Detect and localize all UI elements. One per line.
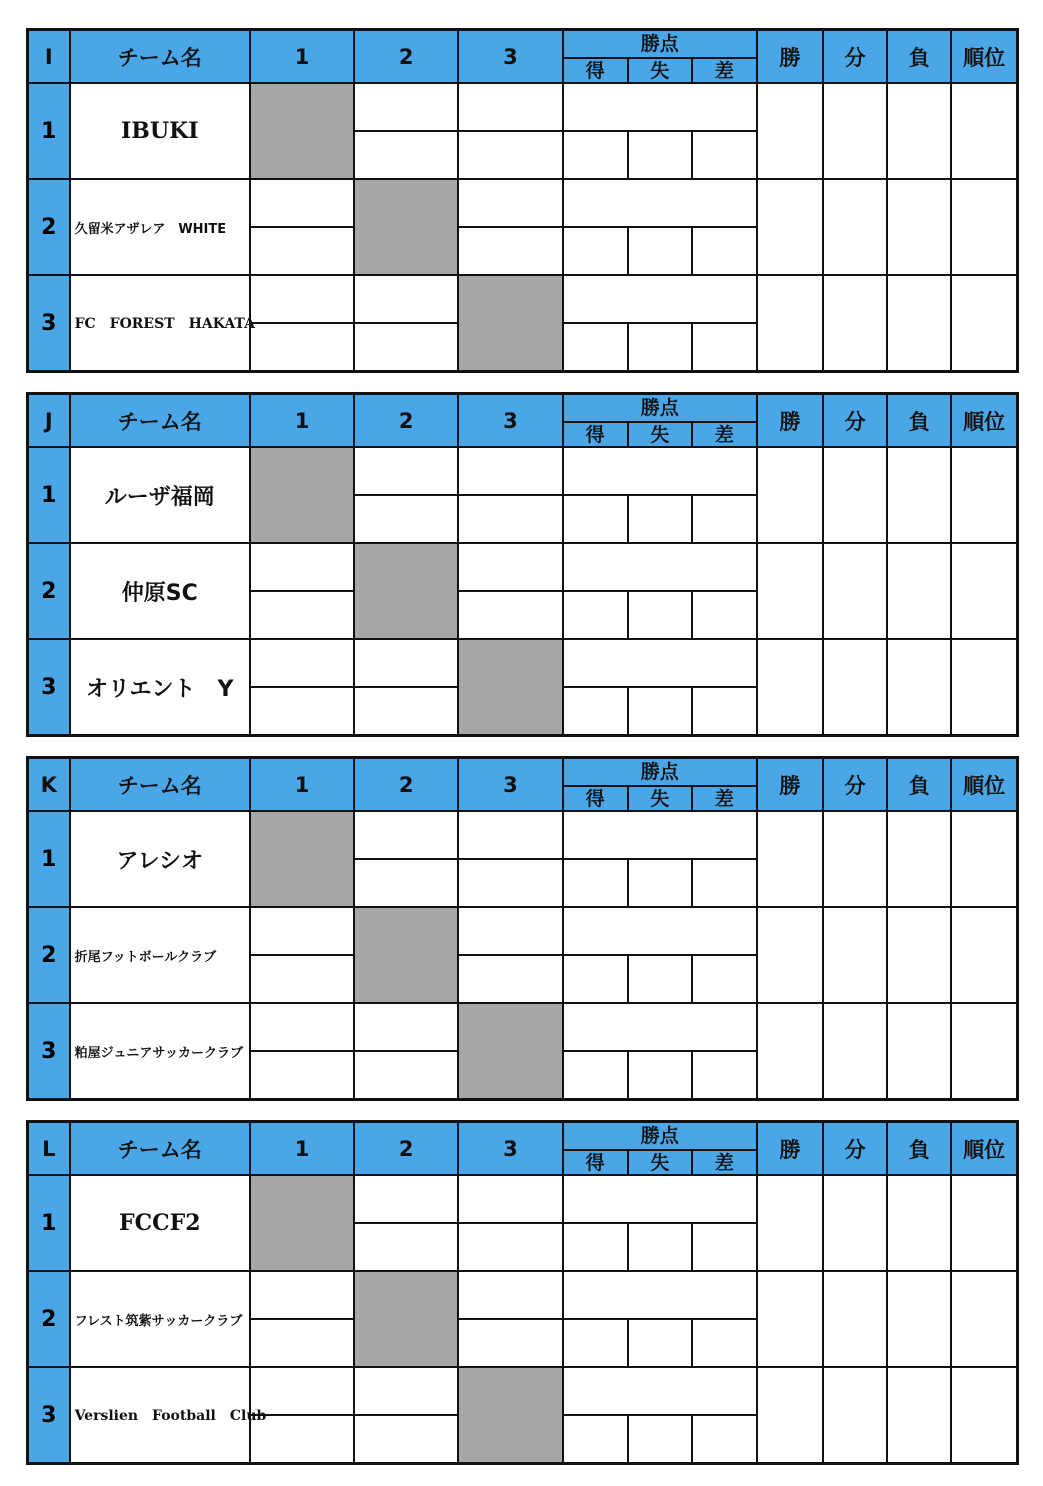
rank-cell xyxy=(951,811,1017,907)
match-result-cell xyxy=(250,227,354,275)
group-l-table xyxy=(26,1120,1019,1465)
goals-for-cell xyxy=(564,1416,628,1462)
goals-against-cell xyxy=(628,228,692,274)
match-score-cell xyxy=(250,543,354,591)
match-score-cell xyxy=(354,447,458,495)
win-cell xyxy=(757,639,823,736)
goals-for-cell xyxy=(564,228,628,274)
team-name: FCCF2 xyxy=(70,1175,250,1271)
self-match-cell xyxy=(354,1271,458,1367)
match-result-cell xyxy=(354,131,458,179)
loss-cell xyxy=(887,1367,951,1464)
rank-cell xyxy=(951,1175,1017,1271)
match-score-cell xyxy=(354,1003,458,1051)
points-title: 勝点 xyxy=(564,395,756,422)
match-score-cell xyxy=(458,907,562,955)
loss-cell xyxy=(887,83,951,179)
draw-cell xyxy=(823,179,887,275)
goal-diff-cell xyxy=(692,132,756,178)
match-header-2: 2 xyxy=(354,758,458,812)
draw-cell xyxy=(823,1367,887,1464)
points-sub-header: 差 xyxy=(692,58,756,82)
goal-diff-cell xyxy=(692,592,756,638)
points-sub-header: 失 xyxy=(628,58,692,82)
loss-cell xyxy=(887,543,951,639)
team-name-header: チーム名 xyxy=(70,30,250,84)
team-name-header: チーム名 xyxy=(70,758,250,812)
goals-for-cell xyxy=(564,1320,628,1366)
team-row xyxy=(28,1271,1018,1319)
rank-cell xyxy=(951,1271,1017,1367)
loss-cell xyxy=(887,1003,951,1100)
team-row xyxy=(28,275,1018,323)
match-score-cell xyxy=(458,1271,562,1319)
match-result-cell xyxy=(250,591,354,639)
team-number: 1 xyxy=(28,811,70,907)
rank-cell xyxy=(951,447,1017,543)
group-letter: I xyxy=(28,30,70,84)
goals-against-cell xyxy=(628,496,692,542)
goals-against-cell xyxy=(628,592,692,638)
header-row xyxy=(28,1122,1018,1176)
standings-table xyxy=(26,756,1019,1101)
match-result-cell xyxy=(354,323,458,372)
draw-cell xyxy=(823,447,887,543)
goals-against-cell xyxy=(628,1224,692,1270)
win-cell xyxy=(757,811,823,907)
goals-for-cell xyxy=(564,688,628,734)
group-letter: J xyxy=(28,394,70,448)
points-title: 勝点 xyxy=(564,759,756,786)
points-cell xyxy=(563,907,757,955)
goals-against-cell xyxy=(628,1320,692,1366)
goals-for-cell xyxy=(564,1052,628,1098)
match-result-cell xyxy=(458,591,562,639)
points-breakdown-cell xyxy=(563,955,757,1003)
points-sub-header: 差 xyxy=(692,1150,756,1174)
match-result-cell xyxy=(354,1415,458,1464)
match-result-cell xyxy=(354,859,458,907)
points-breakdown-cell xyxy=(563,1319,757,1367)
goals-against-cell xyxy=(628,956,692,1002)
draw-cell xyxy=(823,83,887,179)
team-row xyxy=(28,1003,1018,1051)
points-sub-header: 得 xyxy=(564,1150,628,1174)
win-cell xyxy=(757,1271,823,1367)
team-name: Verslien Football Club xyxy=(70,1367,250,1464)
draw-cell xyxy=(823,907,887,1003)
match-score-cell xyxy=(250,639,354,687)
match-result-cell xyxy=(458,955,562,1003)
points-cell xyxy=(563,811,757,859)
points-sub-header: 失 xyxy=(628,422,692,446)
group-k-table xyxy=(26,756,1019,1101)
points-header xyxy=(563,758,757,812)
goals-against-cell xyxy=(628,132,692,178)
win-header: 勝 xyxy=(757,394,823,448)
standings-table xyxy=(26,392,1019,737)
points-cell xyxy=(563,1175,757,1223)
points-cell xyxy=(563,639,757,687)
loss-cell xyxy=(887,1175,951,1271)
rank-header: 順位 xyxy=(951,30,1017,84)
team-name: 折尾フットボールクラブ xyxy=(70,907,250,1003)
win-cell xyxy=(757,543,823,639)
group-j-table xyxy=(26,392,1019,737)
match-result-cell xyxy=(458,495,562,543)
points-cell xyxy=(563,179,757,227)
self-match-cell xyxy=(250,811,354,907)
standings-table xyxy=(26,28,1019,373)
points-cell xyxy=(563,275,757,323)
draw-header: 分 xyxy=(823,30,887,84)
goals-for-cell xyxy=(564,592,628,638)
goal-diff-cell xyxy=(692,1224,756,1270)
win-cell xyxy=(757,907,823,1003)
draw-cell xyxy=(823,639,887,736)
win-header: 勝 xyxy=(757,758,823,812)
points-cell xyxy=(563,1271,757,1319)
draw-cell xyxy=(823,275,887,372)
goals-for-cell xyxy=(564,860,628,906)
match-header-3: 3 xyxy=(458,1122,562,1176)
loss-header: 負 xyxy=(887,394,951,448)
loss-header: 負 xyxy=(887,30,951,84)
self-match-cell xyxy=(354,543,458,639)
match-header-3: 3 xyxy=(458,30,562,84)
team-number: 3 xyxy=(28,1367,70,1464)
self-match-cell xyxy=(458,1367,562,1464)
points-sub-header: 失 xyxy=(628,1150,692,1174)
match-header-2: 2 xyxy=(354,1122,458,1176)
match-result-cell xyxy=(250,1051,354,1100)
loss-cell xyxy=(887,639,951,736)
match-header-3: 3 xyxy=(458,394,562,448)
group-i-table xyxy=(26,28,1019,373)
points-breakdown-cell xyxy=(563,687,757,736)
match-result-cell xyxy=(250,955,354,1003)
points-header xyxy=(563,394,757,448)
self-match-cell xyxy=(458,1003,562,1100)
self-match-cell xyxy=(458,275,562,372)
match-score-cell xyxy=(354,83,458,131)
points-breakdown-cell xyxy=(563,323,757,372)
match-score-cell xyxy=(458,179,562,227)
match-header-1: 1 xyxy=(250,394,354,448)
match-result-cell xyxy=(458,131,562,179)
match-score-cell xyxy=(250,1271,354,1319)
team-name: FC FOREST HAKATA xyxy=(70,275,250,372)
rank-header: 順位 xyxy=(951,758,1017,812)
match-result-cell xyxy=(458,1223,562,1271)
match-result-cell xyxy=(354,1051,458,1100)
points-breakdown-cell xyxy=(563,1051,757,1100)
match-header-1: 1 xyxy=(250,758,354,812)
group-letter: K xyxy=(28,758,70,812)
goal-diff-cell xyxy=(692,1416,756,1462)
match-score-cell xyxy=(250,179,354,227)
draw-cell xyxy=(823,1175,887,1271)
match-score-cell xyxy=(354,1175,458,1223)
goal-diff-cell xyxy=(692,496,756,542)
rank-cell xyxy=(951,83,1017,179)
match-score-cell xyxy=(458,811,562,859)
team-number: 1 xyxy=(28,83,70,179)
rank-cell xyxy=(951,275,1017,372)
points-breakdown-cell xyxy=(563,227,757,275)
match-header-2: 2 xyxy=(354,30,458,84)
team-name: ルーザ福岡 xyxy=(70,447,250,543)
team-name: オリエント Y xyxy=(70,639,250,736)
rank-cell xyxy=(951,907,1017,1003)
match-result-cell xyxy=(458,1319,562,1367)
rank-cell xyxy=(951,1367,1017,1464)
match-result-cell xyxy=(458,859,562,907)
draw-header: 分 xyxy=(823,1122,887,1176)
loss-cell xyxy=(887,179,951,275)
team-name: 仲原SC xyxy=(70,543,250,639)
points-sub-header: 失 xyxy=(628,786,692,810)
goals-for-cell xyxy=(564,132,628,178)
match-score-cell xyxy=(458,447,562,495)
header-row xyxy=(28,758,1018,812)
self-match-cell xyxy=(458,639,562,736)
win-cell xyxy=(757,83,823,179)
points-title: 勝点 xyxy=(564,31,756,58)
win-header: 勝 xyxy=(757,1122,823,1176)
draw-cell xyxy=(823,543,887,639)
loss-cell xyxy=(887,1271,951,1367)
match-score-cell xyxy=(354,275,458,323)
rank-cell xyxy=(951,639,1017,736)
goal-diff-cell xyxy=(692,1320,756,1366)
team-row xyxy=(28,1367,1018,1415)
match-score-cell xyxy=(458,83,562,131)
team-row xyxy=(28,179,1018,227)
team-name: 粕屋ジュニアサッカークラブ xyxy=(70,1003,250,1100)
team-number: 2 xyxy=(28,907,70,1003)
goals-against-cell xyxy=(628,1052,692,1098)
points-cell xyxy=(563,447,757,495)
self-match-cell xyxy=(250,447,354,543)
match-result-cell xyxy=(250,323,354,372)
team-row xyxy=(28,447,1018,495)
team-row xyxy=(28,83,1018,131)
loss-cell xyxy=(887,811,951,907)
self-match-cell xyxy=(354,907,458,1003)
match-result-cell xyxy=(354,495,458,543)
points-cell xyxy=(563,543,757,591)
points-header xyxy=(563,1122,757,1176)
goal-diff-cell xyxy=(692,1052,756,1098)
goal-diff-cell xyxy=(692,228,756,274)
team-row xyxy=(28,1175,1018,1223)
match-header-3: 3 xyxy=(458,758,562,812)
win-header: 勝 xyxy=(757,30,823,84)
points-breakdown-cell xyxy=(563,591,757,639)
win-cell xyxy=(757,179,823,275)
rank-cell xyxy=(951,1003,1017,1100)
match-result-cell xyxy=(354,1223,458,1271)
points-sub-header: 得 xyxy=(564,786,628,810)
loss-header: 負 xyxy=(887,758,951,812)
group-letter: L xyxy=(28,1122,70,1176)
win-cell xyxy=(757,447,823,543)
match-result-cell xyxy=(354,687,458,736)
team-name: IBUKI xyxy=(70,83,250,179)
draw-cell xyxy=(823,1271,887,1367)
match-header-1: 1 xyxy=(250,1122,354,1176)
team-number: 3 xyxy=(28,275,70,372)
match-score-cell xyxy=(354,639,458,687)
draw-header: 分 xyxy=(823,394,887,448)
goals-for-cell xyxy=(564,1224,628,1270)
match-result-cell xyxy=(250,687,354,736)
points-cell xyxy=(563,83,757,131)
team-name: アレシオ xyxy=(70,811,250,907)
goals-for-cell xyxy=(564,324,628,370)
match-result-cell xyxy=(250,1319,354,1367)
self-match-cell xyxy=(354,179,458,275)
goal-diff-cell xyxy=(692,860,756,906)
standings-table xyxy=(26,1120,1019,1465)
goals-against-cell xyxy=(628,324,692,370)
goal-diff-cell xyxy=(692,956,756,1002)
rank-header: 順位 xyxy=(951,394,1017,448)
rank-header: 順位 xyxy=(951,1122,1017,1176)
team-number: 3 xyxy=(28,639,70,736)
win-cell xyxy=(757,1003,823,1100)
team-number: 1 xyxy=(28,1175,70,1271)
goals-against-cell xyxy=(628,688,692,734)
rank-cell xyxy=(951,543,1017,639)
loss-cell xyxy=(887,907,951,1003)
team-number: 2 xyxy=(28,179,70,275)
points-sub-header: 差 xyxy=(692,786,756,810)
team-number: 1 xyxy=(28,447,70,543)
points-sub-header: 得 xyxy=(564,422,628,446)
self-match-cell xyxy=(250,83,354,179)
header-row xyxy=(28,30,1018,84)
points-breakdown-cell xyxy=(563,859,757,907)
points-breakdown-cell xyxy=(563,131,757,179)
team-row xyxy=(28,639,1018,687)
team-number: 3 xyxy=(28,1003,70,1100)
team-name: 久留米アザレア WHITE xyxy=(70,179,250,275)
goals-for-cell xyxy=(564,496,628,542)
match-score-cell xyxy=(250,275,354,323)
match-header-1: 1 xyxy=(250,30,354,84)
team-number: 2 xyxy=(28,1271,70,1367)
self-match-cell xyxy=(250,1175,354,1271)
loss-cell xyxy=(887,275,951,372)
loss-cell xyxy=(887,447,951,543)
header-row xyxy=(28,394,1018,448)
team-row xyxy=(28,811,1018,859)
team-number: 2 xyxy=(28,543,70,639)
goals-against-cell xyxy=(628,1416,692,1462)
draw-cell xyxy=(823,811,887,907)
draw-cell xyxy=(823,1003,887,1100)
goals-against-cell xyxy=(628,860,692,906)
match-score-cell xyxy=(354,1367,458,1415)
team-row xyxy=(28,543,1018,591)
goal-diff-cell xyxy=(692,688,756,734)
points-sub-header: 差 xyxy=(692,422,756,446)
team-name: フレスト筑紫サッカークラブ xyxy=(70,1271,250,1367)
team-name-header: チーム名 xyxy=(70,1122,250,1176)
points-breakdown-cell xyxy=(563,495,757,543)
points-header xyxy=(563,30,757,84)
match-score-cell xyxy=(354,811,458,859)
points-breakdown-cell xyxy=(563,1415,757,1464)
points-cell xyxy=(563,1367,757,1415)
match-score-cell xyxy=(458,1175,562,1223)
points-title: 勝点 xyxy=(564,1123,756,1150)
team-name-header: チーム名 xyxy=(70,394,250,448)
match-score-cell xyxy=(250,1003,354,1051)
points-sub-header: 得 xyxy=(564,58,628,82)
win-cell xyxy=(757,1367,823,1464)
win-cell xyxy=(757,275,823,372)
goals-for-cell xyxy=(564,956,628,1002)
points-breakdown-cell xyxy=(563,1223,757,1271)
rank-cell xyxy=(951,179,1017,275)
win-cell xyxy=(757,1175,823,1271)
goal-diff-cell xyxy=(692,324,756,370)
match-header-2: 2 xyxy=(354,394,458,448)
points-cell xyxy=(563,1003,757,1051)
loss-header: 負 xyxy=(887,1122,951,1176)
match-result-cell xyxy=(458,227,562,275)
match-score-cell xyxy=(250,907,354,955)
draw-header: 分 xyxy=(823,758,887,812)
team-row xyxy=(28,907,1018,955)
match-score-cell xyxy=(458,543,562,591)
